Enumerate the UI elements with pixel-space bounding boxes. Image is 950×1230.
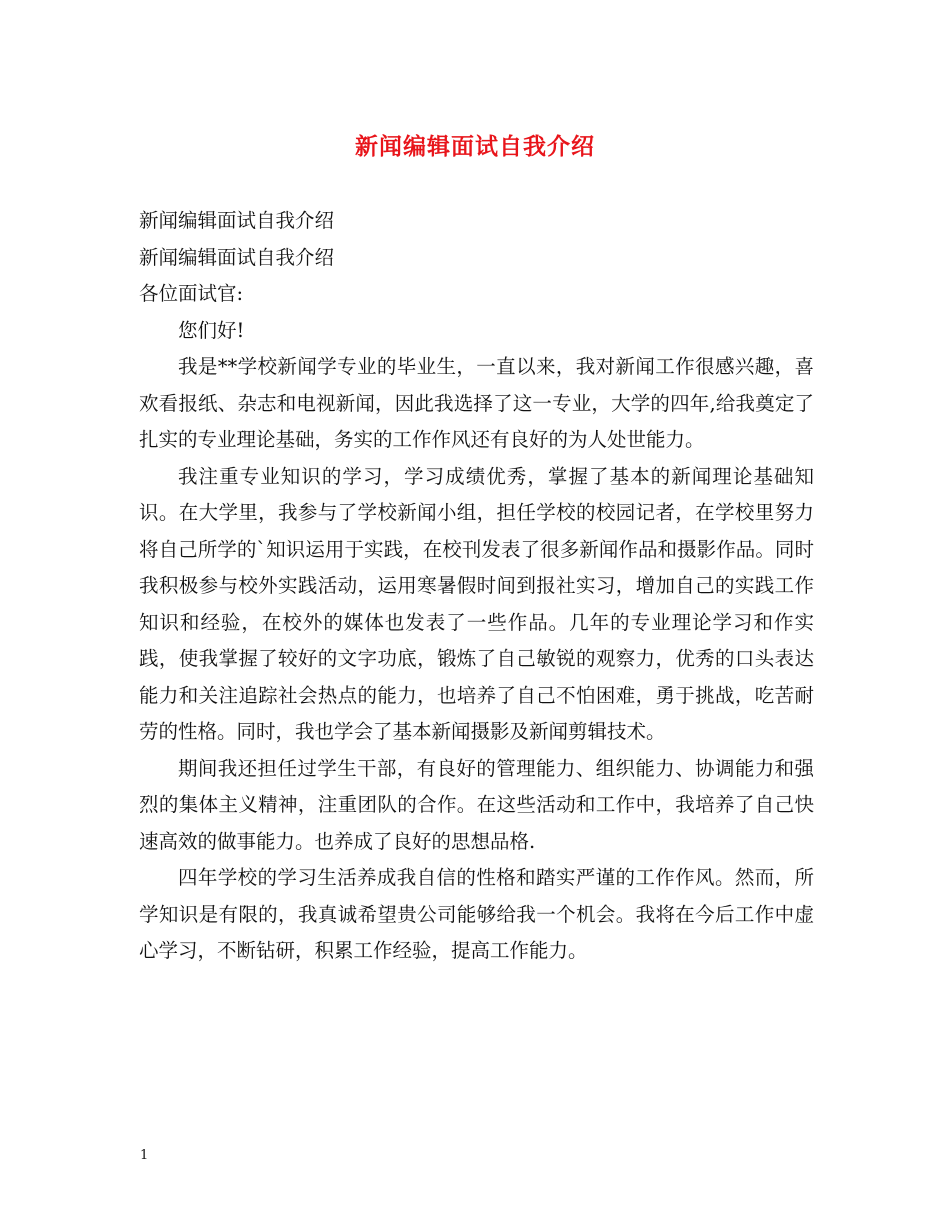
paragraph: 期间我还担任过学生干部，有良好的管理能力、组织能力、协调能力和强烈的集体主义精神，注重团队的合作。在这些活动和工作中，我培养了自己快速高效的做事能力。也养成了良好的思想品格. <box>139 756 814 853</box>
paragraph: 四年学校的学习生活养成我自信的性格和踏实严谨的工作作风。然而，所学知识是有限的，我真诚希望贵公司能够给我一个机会。我将在今后工作中虚心学习，不断钻研，积累工作经验，提高工作能力。 <box>139 866 814 962</box>
document-body <box>139 203 814 970</box>
document-title: 新闻编辑面试自我介绍 <box>355 133 595 160</box>
text-line: 新闻编辑面试自我介绍 <box>139 245 335 269</box>
paragraph: 我是**学校新闻学专业的毕业生，一直以来，我对新闻工作很感兴趣，喜欢看报纸、杂志和电视新闻，因此我选择了这一专业，大学的四年,给我奠定了扎实的专业理论基础，务实的工作作风还有良好的为人处世能力。 <box>139 355 814 451</box>
paragraph: 我注重专业知识的学习，学习成绩优秀，掌握了基本的新闻理论基础知识。在大学里，我参与了学校新闻小组，担任学校的校园记者，在学校里努力将自己所学的`知识运用于实践，在校刊发表了很多新闻作品和摄影作品。同时我积极参与校外实践活动，运用寒暑假时间到报社实习，增加自己的实践工作知识和经验，在校外的媒体也发表了一些作品。几年的专业理论学习和作实践，使我掌握了较好的文字功底，锻炼了自己敏锐的观察力，优秀的口头表达能力和关注追踪社会热点的能力，也培养了自己不怕困难，勇于挑战，吃苦耐劳的性格。同时，我也学会了基本新闻摄影及新闻剪辑技术。 <box>139 464 814 743</box>
salutation: 各位面试官: <box>139 282 244 305</box>
page-number: 1 <box>140 1148 149 1163</box>
text-line: 新闻编辑面试自我介绍 <box>139 209 335 232</box>
greeting: 您们好! <box>178 318 245 342</box>
